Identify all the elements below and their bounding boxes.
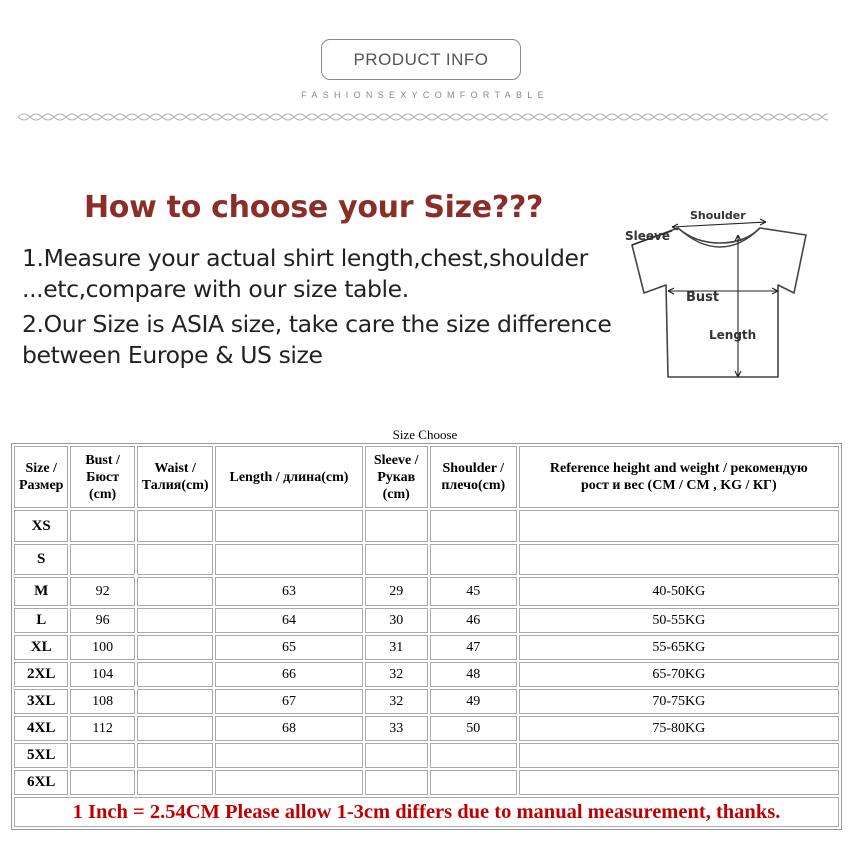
cell-reference: 75-80KG: [519, 716, 839, 741]
cell-bust: [70, 544, 134, 575]
header-sleeve-line-2: Рукав: [377, 469, 416, 485]
cell-waist: [137, 716, 214, 741]
shoulder-arrow: [672, 222, 766, 227]
bust-label: Bust: [686, 290, 720, 305]
cell-shoulder: 46: [430, 608, 517, 633]
cell-size: 3XL: [14, 689, 68, 714]
header-bust-line-2: Бюст: [86, 469, 120, 485]
cell-sleeve: 29: [365, 577, 428, 606]
header-size: [14, 446, 68, 508]
cell-shoulder: [430, 510, 517, 542]
cell-waist: [137, 662, 214, 687]
cell-shoulder: 50: [430, 716, 517, 741]
cell-reference: 65-70KG: [519, 662, 839, 687]
cell-length: 63: [215, 577, 362, 606]
cell-length: 67: [215, 689, 362, 714]
cell-bust: [70, 743, 134, 768]
cell-length: 66: [215, 662, 362, 687]
table-row: [14, 608, 839, 633]
shoulder-label: Shoulder: [690, 209, 746, 222]
cell-bust: 92: [70, 577, 134, 606]
cell-waist: [137, 510, 214, 542]
header-waist-line-2: Талия(cm): [141, 478, 209, 493]
table-row: [14, 510, 839, 542]
cell-waist: [137, 608, 214, 633]
cell-length: [215, 510, 362, 542]
table-row: [14, 743, 839, 768]
cell-waist: [137, 544, 214, 575]
cell-reference: [519, 510, 839, 542]
cell-reference: [519, 743, 839, 768]
table-row: [14, 689, 839, 714]
header-size-line-1: Size /: [25, 461, 57, 476]
cell-waist: [137, 743, 214, 768]
cell-reference: 55-65KG: [519, 635, 839, 660]
sleeve-label: Sleeve: [625, 229, 670, 243]
cell-bust: 112: [70, 716, 134, 741]
length-label: Length: [709, 328, 757, 342]
table-row: [14, 770, 839, 795]
cell-length: [215, 544, 362, 575]
header-sleeve-line-3: (cm): [382, 486, 410, 502]
step-2-line-1: 2.Our Size is ASIA size, take care the size difference: [22, 310, 612, 338]
header-bust: [70, 446, 134, 508]
cell-waist: [137, 635, 214, 660]
cell-size: 5XL: [14, 743, 68, 768]
header-waist: [137, 446, 214, 508]
header-shoulder-line-2: плечо(cm): [441, 478, 506, 493]
cell-sleeve: 32: [365, 662, 428, 687]
cell-bust: [70, 510, 134, 542]
cell-bust: [70, 770, 134, 795]
measurement-note: 1 Inch = 2.54CM Please allow 1-3cm differs due to manual measurement, thanks.: [14, 797, 839, 827]
wavy-divider: [18, 110, 828, 124]
cell-sleeve: [365, 770, 428, 795]
cell-bust: 100: [70, 635, 134, 660]
cell-shoulder: [430, 770, 517, 795]
cell-reference: [519, 544, 839, 575]
tshirt-measurement-diagram: [620, 205, 815, 385]
cell-size: L: [14, 608, 68, 633]
cell-length: 65: [215, 635, 362, 660]
table-row: [14, 662, 839, 687]
cell-length: [215, 743, 362, 768]
cell-size: XS: [14, 510, 68, 542]
step-1-line-1: 1.Measure your actual shirt length,chest,shoulder: [22, 244, 588, 272]
cell-shoulder: 45: [430, 577, 517, 606]
cell-sleeve: 32: [365, 689, 428, 714]
header-length: [215, 446, 362, 508]
table-caption: Size Choose: [392, 427, 458, 442]
cell-reference: 40-50KG: [519, 577, 839, 606]
header-reference: [519, 446, 839, 508]
header-reference-line-1: Reference height and weight / рекомендую: [549, 461, 808, 476]
header-waist-line-1: Waist /: [154, 461, 196, 476]
cell-size: M: [14, 577, 68, 606]
cell-sleeve: 30: [365, 608, 428, 633]
header-row: [14, 446, 839, 508]
cell-length: [215, 770, 362, 795]
brand-tagline: FASHIONSEXYCOMFORTABLE: [301, 90, 549, 100]
size-guide-title: How to choose your Size???: [84, 190, 544, 225]
step-2-line-2: between Europe & US size: [22, 341, 323, 369]
cell-shoulder: [430, 743, 517, 768]
header-size-line-2: Размер: [18, 478, 64, 493]
cell-sleeve: [365, 743, 428, 768]
cell-sleeve: [365, 544, 428, 575]
cell-reference: [519, 770, 839, 795]
cell-waist: [137, 577, 214, 606]
header-sleeve: [365, 446, 428, 508]
cell-size: XL: [14, 635, 68, 660]
cell-length: 64: [215, 608, 362, 633]
header-bust-line-1: Bust /: [85, 452, 120, 468]
header-length-line-1: Length / длина(cm): [229, 469, 349, 485]
cell-shoulder: [430, 544, 517, 575]
cell-size: 4XL: [14, 716, 68, 741]
cell-sleeve: 33: [365, 716, 428, 741]
cell-reference: 50-55KG: [519, 608, 839, 633]
size-chart-table: [11, 443, 842, 830]
cell-size: 6XL: [14, 770, 68, 795]
cell-size: 2XL: [14, 662, 68, 687]
header-reference-line-2: рост и вес (CM / CM , KG / КГ): [580, 478, 777, 493]
table-row: [14, 716, 839, 741]
table-row: [14, 635, 839, 660]
cell-sleeve: 31: [365, 635, 428, 660]
table-row: [14, 544, 839, 575]
cell-shoulder: 48: [430, 662, 517, 687]
step-1-line-2: ...etc,compare with our size table.: [22, 275, 409, 303]
cell-bust: 108: [70, 689, 134, 714]
cell-reference: 70-75KG: [519, 689, 839, 714]
cell-shoulder: 47: [430, 635, 517, 660]
product-info-button[interactable]: PRODUCT INFO: [321, 39, 521, 80]
header-shoulder: [430, 446, 517, 508]
cell-bust: 96: [70, 608, 134, 633]
cell-bust: 104: [70, 662, 134, 687]
header-shoulder-line-1: Shoulder /: [442, 461, 505, 476]
cell-waist: [137, 770, 214, 795]
cell-shoulder: 49: [430, 689, 517, 714]
cell-size: S: [14, 544, 68, 575]
header-bust-line-3: (cm): [89, 486, 117, 502]
footer-row: [14, 797, 839, 827]
header-sleeve-line-1: Sleeve /: [373, 452, 419, 468]
cell-waist: [137, 689, 214, 714]
cell-sleeve: [365, 510, 428, 542]
table-row: [14, 577, 839, 606]
cell-length: 68: [215, 716, 362, 741]
